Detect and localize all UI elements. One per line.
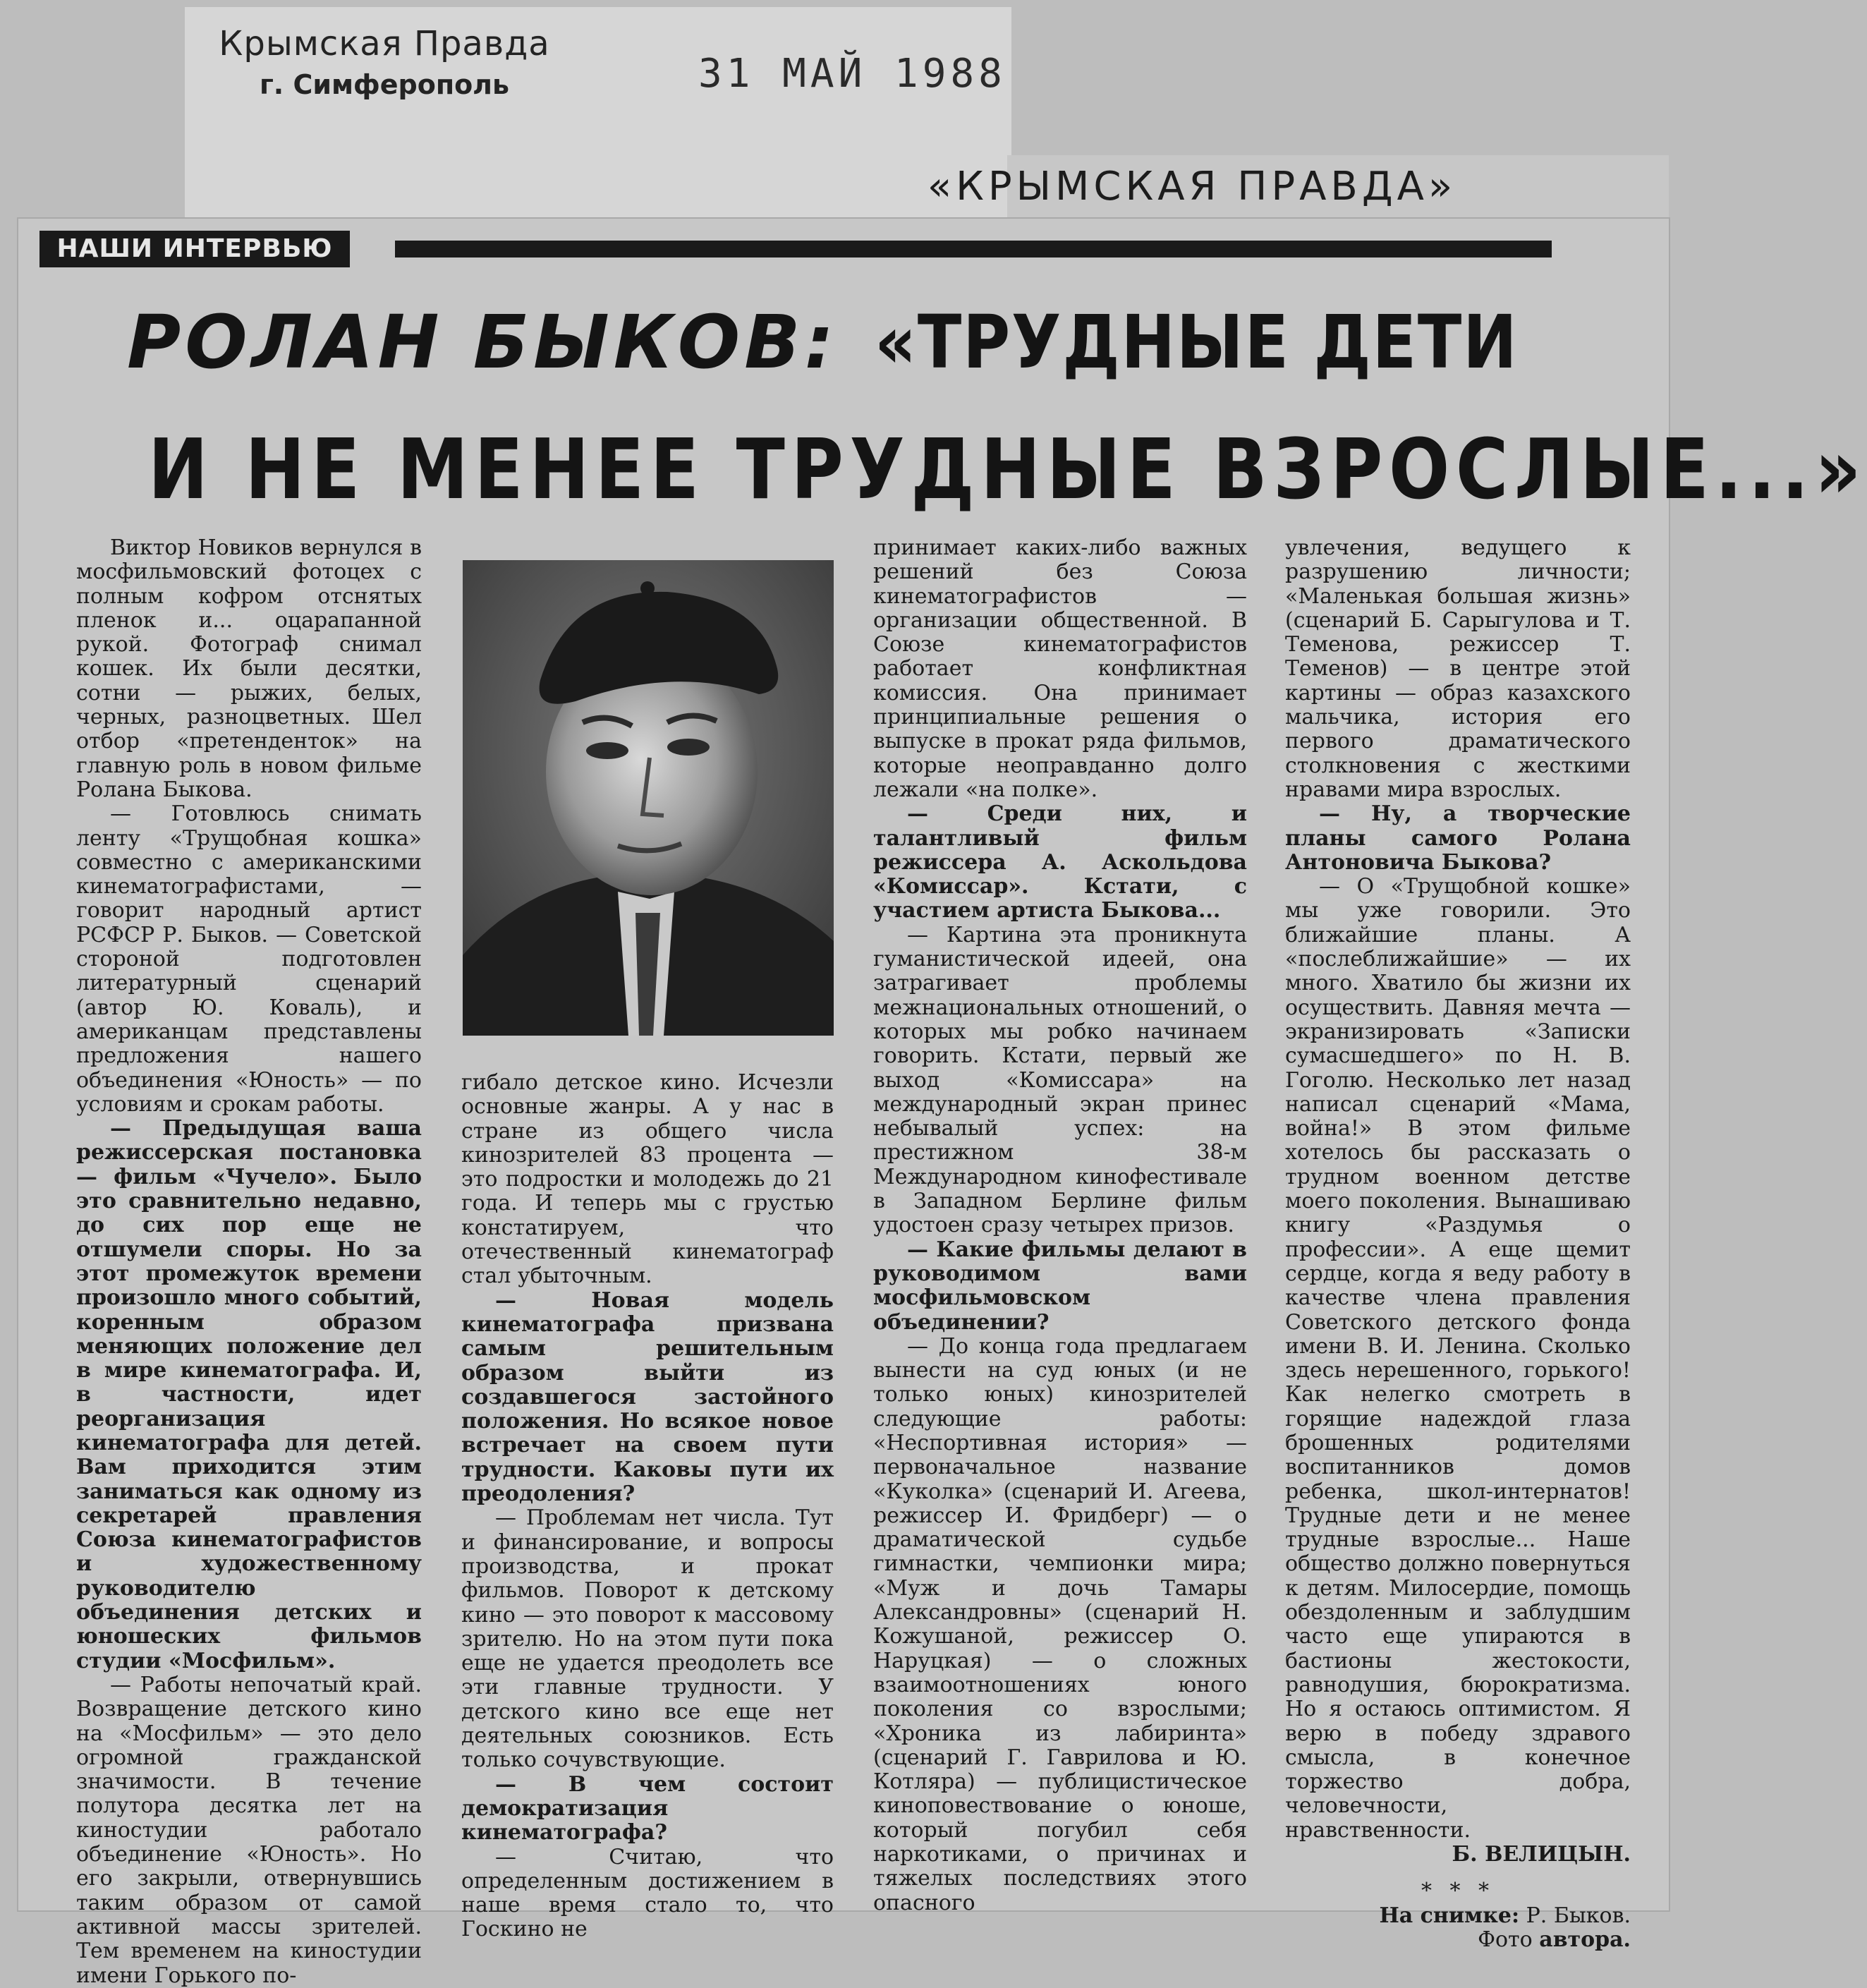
article-column-2 [461, 1071, 834, 1942]
paragraph: — О «Трущобной кошке» мы уже говорили. Это ближайшие планы. А «послеближайшие» — их много. Хватило бы жизни их осуществить. Давняя мечта — экранизировать «Записки сумасшедшего» по Н. В. Гоголю. Несколько лет назад написал сценарий «Мама, война!» В этом фильме хотелось бы рассказать о трудном военном детстве моего поколения. Вынашиваю книгу «Раздумья о профессии». А еще щемит сердце, когда я веду работу в качестве члена правления Советского детского фонда имени В. И. Ленина. Сколько здесь нерешенного, горького! Как нелегко смотреть в горящие надеждой глаза брошенных родителями воспитанников домов ребенка, школ-интернатов! Трудные дети и не менее трудные взрослые... Наше общество должно повернуться к детям. Милосердие, помощь обездоленным и заблудшим часто еще упираются в бастионы жестокости, равнодушия, бюрократизма. Но я остаюсь оптимистом. Я верю в победу здравого смысла, в конечное торжество добра, человечности, нравственности. [1285, 874, 1631, 1843]
article-column-3 [873, 536, 1247, 1915]
headline-line-1 [127, 296, 1566, 388]
interview-question: — Какие фильмы делают в руководимом вами мосфильмовском объединении? [873, 1237, 1247, 1335]
photo-credit [1285, 1928, 1631, 1952]
photo-credit-author: автора. [1539, 1927, 1631, 1952]
headline-line-2: И НЕ МЕНЕЕ ТРУДНЫЕ ВЗРОСЛЫЕ...» [148, 420, 1867, 518]
photo-credit-prefix: Фото [1478, 1927, 1533, 1952]
author-signature: Б. ВЕЛИЦЫН. [1452, 1842, 1631, 1867]
photo-caption [1285, 1904, 1631, 1928]
interview-question: — Среди них, и талантливый фильм режиссера А. Аскольдова «Комиссар». Кстати, с участием артиста Быкова... [873, 801, 1247, 923]
rubric-label: НАШИ ИНТЕРВЬЮ [39, 231, 350, 267]
separator-stars: * * * [1421, 1879, 1495, 1904]
paragraph: — До конца года предлагаем вынести на суд юных (и не только юных) кинозрителей следующие работы: «Неспортивная история» — первоначальное название «Куколка» (сценарий И. Агеева, режиссер И. Фридберг) — о драматической судьбе гимнастки, чемпионки мира; «Муж и дочь Тамары Александровны» (сценарий Н. Кожушаной, режиссер О. Наруцкая) — о сложных взаимоотношениях юного поколения со взрослыми; «Хроника из лабиринта» (сценарий Г. Гаврилова и Ю. Котляра) — публицистическое киноповествование о юноше, который погубил себя наркотиками, о причинах и тяжелых последствиях этого опасного [873, 1333, 1247, 1915]
stamp-city: г. Симферополь [259, 69, 510, 100]
headline-quote-start: «ТРУДНЫЕ ДЕТИ [875, 299, 1519, 385]
photo-caption-label: На снимке: [1379, 1903, 1520, 1928]
stamp-newspaper-name: Крымская Правда [219, 24, 550, 63]
portrait-photo-image [463, 560, 834, 1036]
paragraph: — Работы непочатый край. Возвращение детского кино на «Мосфильм» — это дело огромной гражданской значимости. В течение полутора десятка лет на киностудии работало объединение «Юность». Но его закрыли, отвернувшись таким образом от самой активной массы зрителей. Тем временем на киностудии имени Горького по- [76, 1672, 422, 1988]
article-column-1 [76, 536, 422, 1988]
paragraph: Виктор Новиков вернулся в мосфильмовский фотоцех с полным кофром отснятых пленок и... оцарапанной рукой. Фотограф снимал кошек. Их были десятки, сотни — рыжих, белых, черных, разноцветных. Шел отбор «претенденток» на главную роль в новом фильме Ролана Быкова. [76, 535, 422, 802]
paragraph: увлечения, ведущего к разрушению личности; «Маленькая большая жизнь» (сценарий Б. Сарыгулова и Т. Теменова, режиссер Т. Теменов) — в центре этой картины — образ казахского мальчика, история его первого драматического столкновения с жесткими нравами мира взрослых. [1285, 535, 1631, 802]
portrait-photo [463, 560, 834, 1036]
paragraph: — Проблемам нет числа. Тут и финансирование, и вопросы производства, и прокат фильмов. Поворот к детскому кино — это поворот к массовому зрителю. Но на этом пути пока еще не удается преодолеть все эти главные трудности. У детского кино все еще нет деятельных союзников. Есть только сочувствующие. [461, 1505, 834, 1773]
paragraph: — Готовлюсь снимать ленту «Трущобная кошка» совместно с американскими кинематографистами, — говорит народный артист РСФСР Р. Быков. — Советской стороной подготовлен литературный сценарий (автор Ю. Коваль), и американцам представлены предложения нашего объединения «Юность» — по условиям и срокам работы. [76, 801, 422, 1117]
paragraph: — Считаю, что определенным достижением в наше время стало то, что Госкино не [461, 1844, 834, 1942]
headline-name: РОЛАН БЫКОВ: [127, 299, 839, 385]
interview-question: — В чем состоит демократизация кинематографа? [461, 1771, 834, 1845]
newspaper-masthead: «КРЫМСКАЯ ПРАВДА» [927, 164, 1457, 210]
article-column-4 [1285, 536, 1631, 1952]
paragraph: гибало детское кино. Исчезли основные жанры. А у нас в стране из общего числа кинозрителей 83 процента — это подростки и молодежь до 21 года. И теперь мы с грустью констатируем, что отечественный кинематограф стал убыточным. [461, 1070, 834, 1289]
stamp-date: 31 МАЙ 1988 [698, 51, 1007, 97]
photo-caption-text: Р. Быков. [1526, 1903, 1631, 1928]
rubric-rule [395, 241, 1552, 257]
interview-question: — Ну, а творческие планы самого Ролана Антоновича Быкова? [1285, 801, 1631, 875]
interview-question: — Предыдущая ваша режиссерская постановка — фильм «Чучело». Было это сравнительно недавно, до сих пор еще не отшумели споры. Но за этот промежуток времени произошло много событий, коренным образом меняющих положение дел в мире кинематографа. И, в частности, идет реорганизация кинематографа для детей. Вам приходится этим заниматься как одному из секретарей правления Союза кинематографистов и художественному руководителю объединения детских и юношеских фильмов студии «Мосфильм». [76, 1116, 422, 1673]
interview-question: — Новая модель кинематографа призвана самым решительным образом выйти из создавшегося застойного положения. Но всякое новое встречает на своем пути трудности. Каковы пути их преодоления? [461, 1287, 834, 1507]
paragraph: принимает каких-либо важных решений без Союза кинематографистов — организации общественной. В Союзе кинематографистов работает конфликтная комиссия. Она принимает принципиальные решения о выпуске в прокат ряда фильмов, которые неоправданно долго лежали «на полке». [873, 535, 1247, 802]
paragraph: — Картина эта проникнута гуманистической идеей, она затрагивает проблемы межнациональных отношений, о которых мы робко начинаем говорить. Кстати, первый же выход «Комиссара» на международный экран принес небывалый успех: на престижном 38-м Международном кинофестивале в Западном Берлине фильм удостоен сразу четырех призов. [873, 922, 1247, 1238]
